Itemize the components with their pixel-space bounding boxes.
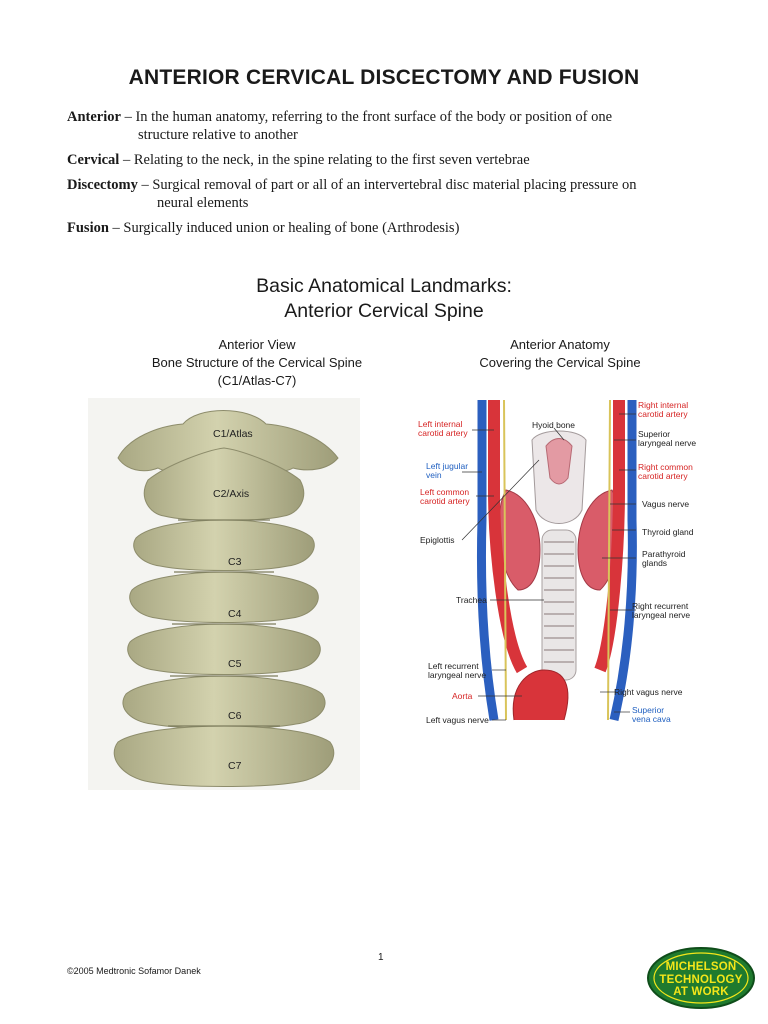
- label-left-vagus-nerve: Left vagus nerve: [426, 715, 489, 725]
- term: Discectomy: [67, 177, 138, 193]
- right-figure-caption: Anterior Anatomy Covering the Cervical Spine: [479, 337, 641, 370]
- definitions-list: [67, 108, 707, 244]
- section-title: Basic Anatomical Landmarks: Anterior Cervical Spine: [256, 275, 512, 322]
- label-vagus-nerve: Vagus nerve: [642, 499, 690, 509]
- label-left-internal-carotid: Left internal carotid artery: [418, 419, 468, 438]
- definition-text: In the human anatomy, referring to the front surface of the body or position of one: [135, 109, 613, 125]
- cervical-spine-illustration: [88, 398, 360, 790]
- label-superior-vena-cava: Superior vena cava: [632, 705, 671, 724]
- label-c4: C4: [228, 608, 242, 620]
- label-trachea: Trachea: [456, 595, 487, 605]
- label-left-jugular-vein: Left jugular vein: [426, 461, 469, 480]
- logo-text: MICHELSON TECHNOLOGY AT WORK: [659, 961, 743, 998]
- label-c3: C3: [228, 556, 242, 568]
- document-title: ANTERIOR CERVICAL DISCECTOMY AND FUSION: [128, 66, 640, 89]
- definition-text: Surgical removal of part or all of an intervertebral disc material placing pressure on: [152, 177, 637, 193]
- label-hyoid-bone: Hyoid bone: [532, 420, 576, 430]
- label-epiglottis: Epiglottis: [420, 535, 455, 545]
- label-c6: C6: [228, 710, 242, 722]
- label-right-internal-carotid: Right internal carotid artery: [638, 400, 689, 419]
- label-c2: C2/Axis: [213, 488, 250, 500]
- left-figure-caption: Anterior View Bone Structure of the Cervical Spine (C1/Atlas-C7): [151, 337, 363, 388]
- label-c7: C7: [228, 760, 242, 772]
- label-c1: C1/Atlas: [213, 428, 253, 440]
- label-thyroid-gland: Thyroid gland: [642, 527, 694, 537]
- label-right-recurrent-laryngeal: Right recurrent laryngeal nerve: [632, 601, 691, 620]
- definition-discectomy: Discectomy – Surgical removal of part or all of an intervertebral disc material placing pressure on neural elements: [67, 176, 707, 212]
- label-parathyroid-glands: Parathyroid glands: [642, 549, 686, 568]
- label-left-recurrent-laryngeal: Left recurrent laryngeal nerve: [428, 661, 487, 680]
- definition-anterior: Anterior – In the human anatomy, referring to the front surface of the body or position of one structure relative to another: [67, 108, 707, 144]
- definition-fusion: Fusion – Surgically induced union or healing of bone (Arthrodesis): [67, 220, 460, 236]
- spine-drawing: [88, 398, 360, 790]
- definition-text-continued: neural elements: [157, 195, 249, 211]
- definition-cervical: Cervical – Relating to the neck, in the spine relating to the first seven vertebrae: [67, 152, 530, 168]
- term: Anterior: [67, 109, 121, 125]
- definition-text: Relating to the neck, in the spine relating to the first seven vertebrae: [133, 152, 530, 168]
- label-superior-laryngeal-nerve: Superior laryngeal nerve: [638, 429, 697, 448]
- definition-text: Surgically induced union or healing of bone (Arthrodesis): [123, 220, 460, 236]
- definition-text-continued: structure relative to another: [138, 127, 298, 143]
- copyright-notice: ©2005 Medtronic Sofamor Danek: [67, 966, 201, 976]
- term: Fusion: [67, 220, 109, 236]
- label-c5: C5: [228, 658, 242, 670]
- page-number: 1: [378, 952, 384, 963]
- anterior-neck-anatomy-illustration: [414, 400, 706, 730]
- label-left-common-carotid: Left common carotid artery: [420, 487, 470, 506]
- label-right-vagus-nerve: Right vagus nerve: [614, 687, 683, 697]
- term: Cervical: [67, 152, 120, 168]
- label-aorta: Aorta: [452, 691, 473, 701]
- label-right-common-carotid: Right common carotid artery: [638, 462, 693, 481]
